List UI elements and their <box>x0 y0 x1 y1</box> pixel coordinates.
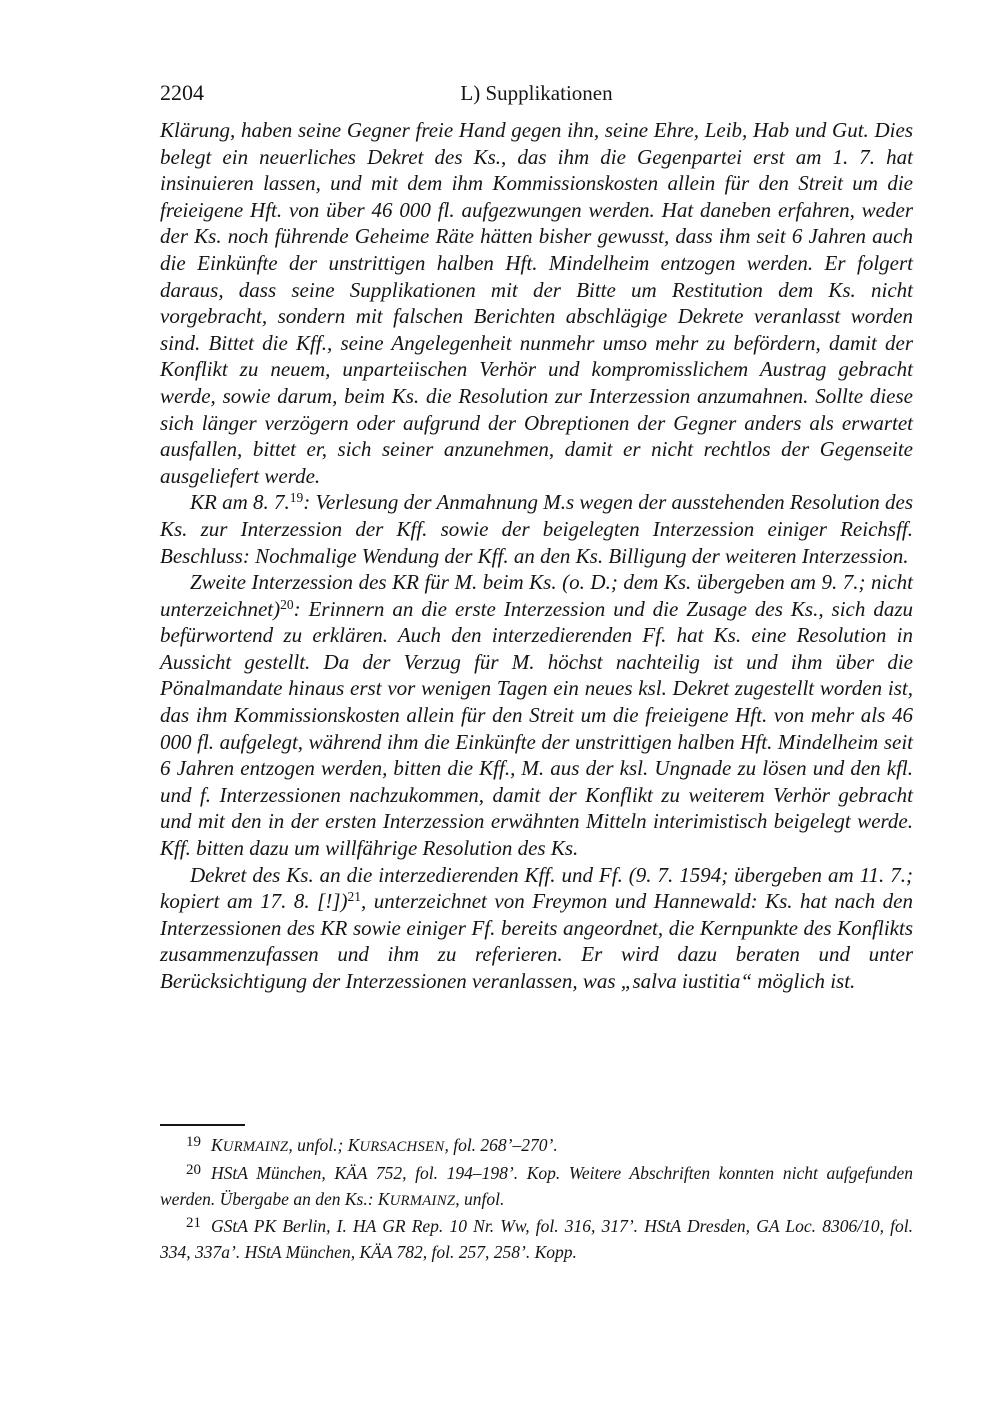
footnote-number: 19 <box>186 1134 201 1150</box>
footnote-marker: 20 <box>280 596 294 612</box>
body-paragraph <box>160 117 913 489</box>
footnote <box>160 1214 913 1266</box>
footnote-number: 21 <box>186 1215 201 1232</box>
text-segment: Dekret des Ks. an die interzedierenden Kff. und Ff. (9. 7. 1594; übergeben am 11. 7.; kopiert am 17. 8. [!]) <box>160 862 913 914</box>
text-segment: K <box>211 1135 223 1155</box>
body-paragraph <box>160 862 913 995</box>
text-segment: , unterzeichnet von Freymon und Hannewald: Ks. hat nach den Interzessionen des KR sowie einiger Ff. bereits angeordnet, die Kernpunkte des Konflikts zusammenzufassen und ihm zu referieren. Er wird dazu beraten und unter Berücksichtigung der Interzessionen veranlassen, was „salva iustitia“ möglich ist. <box>160 889 913 993</box>
text-segment: KR am 8. 7. <box>190 490 290 515</box>
text-segment: GStA PK Berlin, I. HA GR Rep. 10 Nr. Ww, fol. 316, 317’. HStA Dresden, GA Loc. 8306/10, fol. 334, 337a’. HStA München, KÄA 782, fol. 257, 258’. Kopp. <box>160 1216 913 1263</box>
footnote <box>160 1133 913 1161</box>
text-segment: HStA München, KÄA 752, fol. 194–198’. Kop. Weitere Abschriften konnten nicht aufgefunden werden. Übergabe an den Ks.: <box>160 1162 913 1209</box>
text-segment: : Verlesung der Anmahnung M.s wegen der ausstehenden Resolution des Ks. zur Interzession der Kff. sowie der beigelegten Interzession einiger Reichsff. Beschluss: Nochmalige Wendung der Kff. an den Ks. Billigung der weiteren Interzession. <box>160 490 913 568</box>
footnotes-section <box>160 1124 913 1266</box>
smallcaps-text: URSACHSEN <box>359 1139 445 1155</box>
smallcaps-text: URMAINZ <box>389 1192 456 1209</box>
text-segment: , unfol.; <box>288 1135 348 1155</box>
footnote-marker: 19 <box>289 490 304 506</box>
text-segment: K <box>347 1135 360 1155</box>
text-segment: : Erinnern an die erste Interzession und die Zusage des Ks., sich dazu befürwortend zu erklären. Auch den interzedierenden Ff. hat Ks. eine Resolution in Aussicht gestellt. Da der Verzug für M. höchst nachteilig ist und ihm über die Pönalmandate hinaus erst vor wenigen Tagen ein neues ksl. Dekret zugestellt worden ist, das ihm Kommissionskosten allein für den Streit um die freieigene Hft. von mehr als 46 000 fl. aufgelegt, während ihm die Einkünfte der unstrittigen halben Hft. Mindelheim seit 6 Jahren entzogen werden, bitten die Kff., M. aus der ksl. Ungnade zu lösen und den kfl. und f. Interzessionen nachzukommen, damit der Konflikt zu weiterem Verhör gebracht und mit den in der ersten Interzession erwähnten Mitteln interimistisch beigelegt werde. Kff. bitten dazu um willfährige Resolution des Ks. <box>160 596 913 861</box>
text-segment: K <box>377 1188 390 1209</box>
main-text-block <box>160 117 913 995</box>
text-segment: Zweite Interzession des KR für M. beim Ks. (o. D.; dem Ks. übergeben am 9. 7.; nicht unterzeichnet) <box>160 570 913 621</box>
page-number: 2204 <box>160 80 204 105</box>
text-segment: , fol. 268’–270’. <box>444 1135 558 1155</box>
footnote <box>160 1161 913 1215</box>
footnote-marker: 21 <box>347 889 361 905</box>
body-paragraph <box>160 489 913 569</box>
page-header <box>160 80 913 106</box>
text-segment: Klärung, haben seine Gegner freie Hand gegen ihn, seine Ehre, Leib, Hab und Gut. Dies belegt ein neuerliches Dekret des Ks., das ihm die Gegenpartei erst am 1. 7. hat insinuieren lassen, und mit dem ihm Kommissionskosten allein für den Streit um die freieigene Hft. von über 46 000 fl. aufgezwungen werden. Hat daneben erfahren, weder der Ks. noch führende Geheime Räte hätten bisher gewusst, dass ihm seit 6 Jahren auch die Einkünfte der unstrittigen halben Hft. Mindelheim entzogen werden. Er folgert daraus, dass seine Supplikationen mit der Bitte um Restitution dem Ks. nicht vorgebracht, sondern mit falschen Berichten abschlägige Dekrete veranlasst worden sind. Bittet die Kff., seine Angelegenheit nunmehr umso mehr zu befördern, damit der Konflikt zu neuem, unparteiischen Verhör und kompromisslichem Austrag gebracht werde, sowie darum, beim Ks. die Resolution zur Interzession anzumahnen. Sollte diese sich länger verzögern oder aufgrund der Obreptionen der Gegner anders als erwartet ausfallen, bittet er, sich seiner anzunehmen, damit er nicht rechtlos der Gegenseite ausgeliefert werde. <box>160 118 913 488</box>
smallcaps-text: URMAINZ <box>222 1139 289 1155</box>
body-paragraph <box>160 569 913 862</box>
running-title: L) Supplikationen <box>460 81 613 105</box>
text-segment: , unfol. <box>455 1188 505 1209</box>
footnote-list <box>160 1133 913 1266</box>
footnote-divider <box>160 1124 245 1126</box>
footnote-number: 20 <box>186 1161 201 1178</box>
